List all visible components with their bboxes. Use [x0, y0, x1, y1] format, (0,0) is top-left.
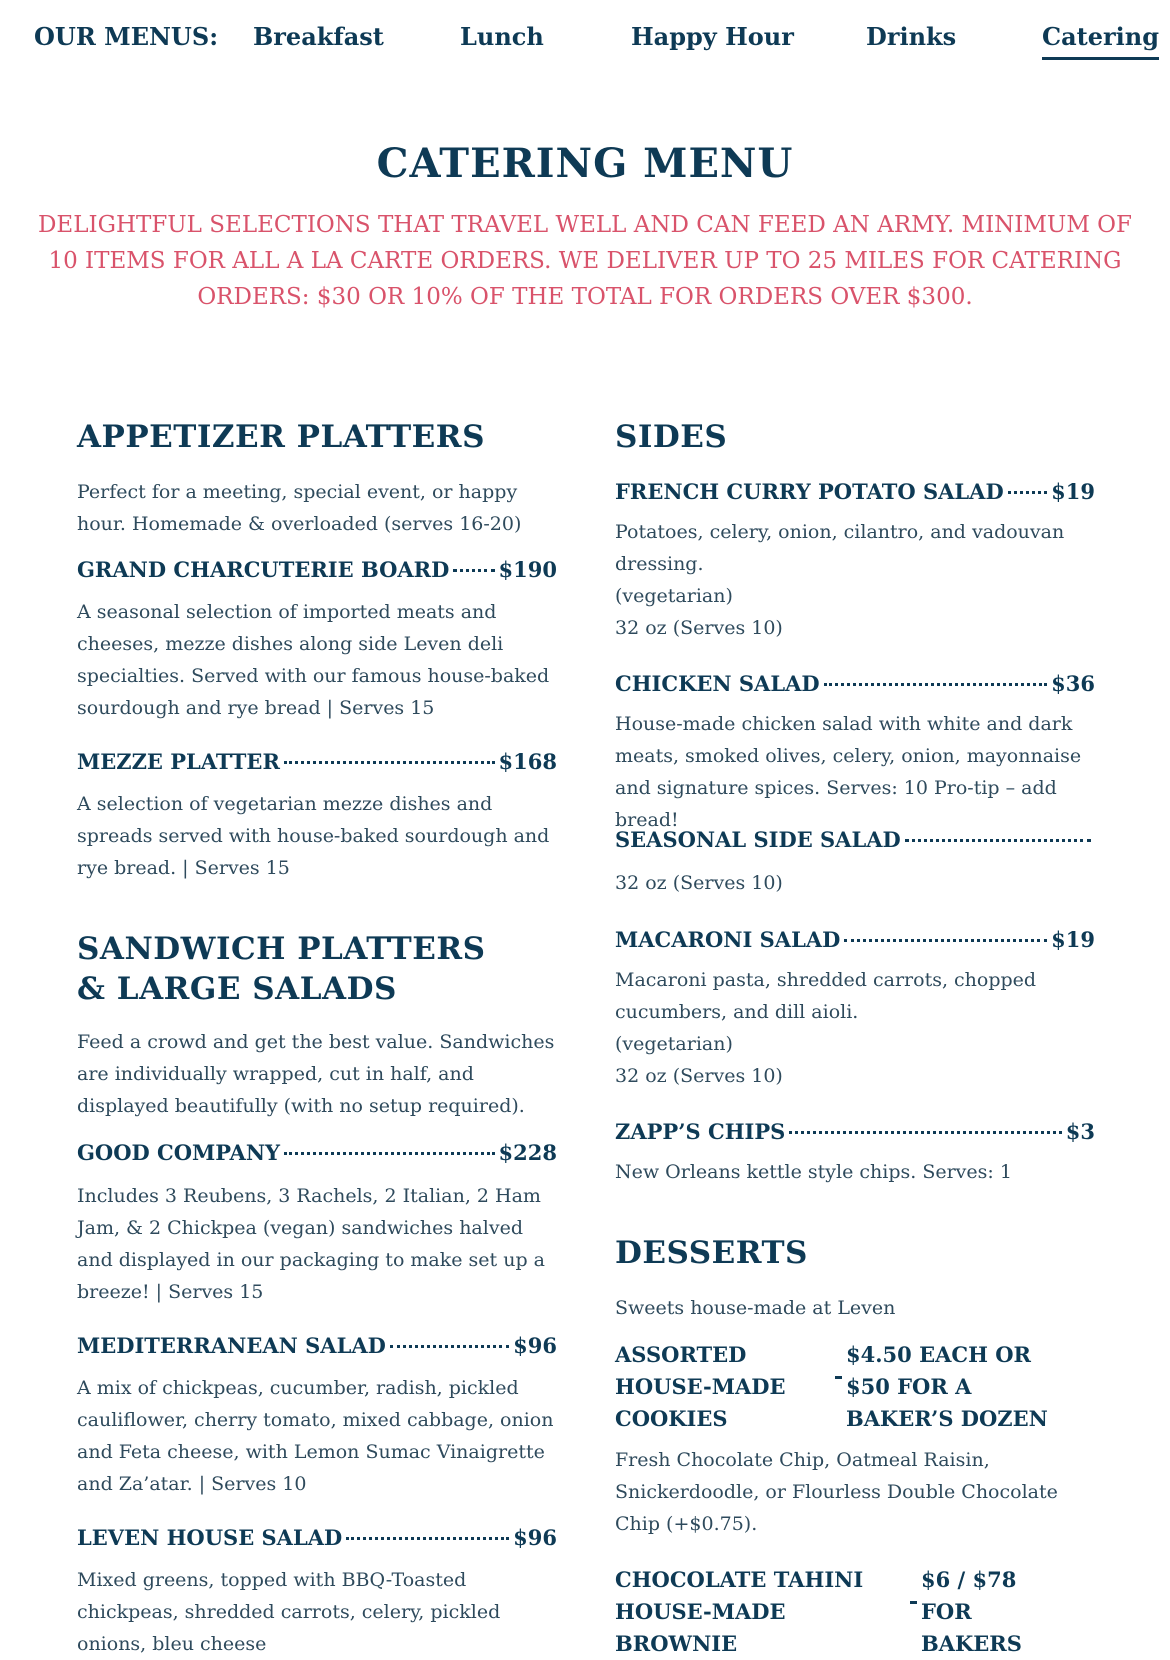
item-price: $3	[1065, 1119, 1095, 1144]
menu-item-mediterranean-salad	[77, 1333, 557, 1358]
item-name: SEASONAL SIDE SALAD	[615, 827, 901, 852]
menu-item-good-company	[77, 1140, 557, 1165]
nav-lunch[interactable]: Lunch	[460, 22, 544, 51]
leader-dots	[346, 1537, 509, 1540]
item-name: MEDITERRANEAN SALAD	[77, 1333, 386, 1358]
item-price: $36	[1051, 671, 1095, 696]
menu-item-grand-charcuterie	[77, 557, 557, 582]
item-description: Mixed greens, topped with BBQ-Toasted chickpeas, shredded carrots, celery, pickled onions, bleu cheese	[77, 1569, 501, 1655]
item-description: House-made chicken salad with white and dark meats, smoked olives, celery, onion, mayonnaise and signature spices. Serves: 10 Pro-tip – add bread!	[615, 713, 1082, 831]
item-price: $19	[1051, 479, 1095, 504]
item-description: Fresh Chocolate Chip, Oatmeal Raisin, Snickerdoodle, or Flourless Double Chocolate Chip (+$0.75).	[615, 1449, 1058, 1535]
leader-dots	[905, 839, 1091, 842]
leader-dots	[835, 1376, 841, 1379]
nav-drinks[interactable]: Drinks	[866, 22, 957, 51]
item-price: $168	[498, 749, 557, 774]
leader-dots	[453, 569, 494, 572]
menu-nav	[0, 0, 1170, 100]
item-price: $19	[1051, 927, 1095, 952]
item-price: $6 / $78 FOR BAKERS	[921, 1567, 1022, 1656]
item-description: Potatoes, celery, onion, cilantro, and vadouvan dressing.	[615, 521, 1065, 575]
section-title-desserts: DESSERTS	[615, 1235, 808, 1271]
desserts-description: Sweets house-made at Leven	[615, 1297, 896, 1319]
item-price: $228	[498, 1140, 557, 1165]
leader-dots	[1008, 491, 1047, 494]
item-diet: (vegetarian)	[615, 1033, 733, 1055]
section-title-appetizers: APPETIZER PLATTERS	[77, 419, 485, 455]
leader-dots	[824, 683, 1048, 686]
nav-happy-hour[interactable]: Happy Hour	[631, 22, 794, 51]
item-name: MEZZE PLATTER	[77, 749, 280, 774]
item-description: New Orleans kettle style chips. Serves: 1	[615, 1161, 1012, 1183]
sandwiches-description: Feed a crowd and get the best value. Sandwiches are individually wrapped, cut in half, and displayed beautifully (with no setup required).	[77, 1031, 555, 1117]
nav-breakfast[interactable]: Breakfast	[253, 22, 384, 51]
item-name: GOOD COMPANY	[77, 1140, 281, 1165]
item-price: $4.50 EACH OR $50 FOR A BAKER’S DOZEN	[846, 1342, 1048, 1431]
item-price: $96	[513, 1333, 557, 1358]
menu-item-french-curry-potato-salad	[615, 479, 1095, 504]
leader-dots	[284, 1152, 495, 1155]
item-name: MACARONI SALAD	[615, 927, 841, 952]
item-description: A seasonal selection of imported meats and cheeses, mezze dishes along side Leven deli specialties. Served with our famous house-baked sourdough and rye bread | Serves 15	[77, 601, 550, 719]
item-diet: (vegetarian)	[615, 585, 733, 607]
page-intro: DELIGHTFUL SELECTIONS THAT TRAVEL WELL AND CAN FEED AN ARMY. MINIMUM OF 10 ITEMS FOR ALL A LA CARTE ORDERS. WE DELIVER UP TO 25 MILES FOR CATERING ORDERS: $30 OR 10% OF THE TOTAL FOR ORDERS OVER $300.	[37, 212, 1132, 310]
item-name: ZAPP’S CHIPS	[615, 1119, 786, 1144]
menu-item-leven-house-salad	[77, 1525, 557, 1550]
nav-catering[interactable]: Catering	[1042, 22, 1159, 60]
item-description: A selection of vegetarian mezze dishes and spreads served with house-baked sourdough and rye bread. | Serves 15	[77, 793, 550, 879]
menu-item-chicken-salad	[615, 671, 1095, 696]
item-name: LEVEN HOUSE SALAD	[77, 1525, 343, 1550]
item-name: CHICKEN SALAD	[615, 671, 820, 696]
item-name: CHOCOLATE TAHINI HOUSE-MADE BROWNIE	[615, 1567, 864, 1656]
appetizers-description: Perfect for a meeting, special event, or happy hour. Homemade & overloaded (serves 16-20)	[77, 481, 522, 535]
menu-item-zapps-chips	[615, 1119, 1095, 1144]
menu-item-mezze-platter	[77, 749, 557, 774]
leader-dots	[844, 939, 1047, 942]
item-name: GRAND CHARCUTERIE BOARD	[77, 557, 450, 582]
item-price: $190	[498, 557, 557, 582]
section-title-sandwiches: SANDWICH PLATTERS & LARGE SALADS	[77, 931, 486, 1007]
item-description: Macaroni pasta, shredded carrots, chopped cucumbers, and dill aioli.	[615, 969, 1037, 1023]
menu-item-chocolate-tahini-brownie	[615, 1564, 1095, 1660]
menu-item-assorted-cookies	[615, 1339, 1095, 1435]
leader-dots	[910, 1601, 916, 1604]
leader-dots	[390, 1345, 509, 1348]
item-description: Includes 3 Reubens, 3 Rachels, 2 Italian, 2 Ham Jam, & 2 Chickpea (vegan) sandwiches halved and displayed in our packaging to make set up a breeze! | Serves 15	[77, 1185, 545, 1303]
item-size: 32 oz (Serves 10)	[615, 872, 783, 894]
item-description: A mix of chickpeas, cucumber, radish, pickled cauliflower, cherry tomato, mixed cabbage, onion and Feta cheese, with Lemon Sumac Vinaigrette and Za’atar. | Serves 10	[77, 1377, 554, 1495]
item-size: 32 oz (Serves 10)	[615, 1065, 783, 1087]
item-name: ASSORTED HOUSE-MADE COOKIES	[615, 1342, 786, 1431]
section-title-sides: SIDES	[615, 419, 728, 455]
leader-dots	[789, 1131, 1061, 1134]
item-price: $96	[513, 1525, 557, 1550]
item-name: FRENCH CURRY POTATO SALAD	[615, 479, 1004, 504]
nav-label: OUR MENUS:	[34, 22, 219, 51]
menu-item-macaroni-salad	[615, 927, 1095, 952]
menu-item-seasonal-side-salad	[615, 827, 1095, 852]
item-size: 32 oz (Serves 10)	[615, 617, 783, 639]
page-title: CATERING MENU	[376, 140, 794, 187]
leader-dots	[284, 761, 495, 764]
